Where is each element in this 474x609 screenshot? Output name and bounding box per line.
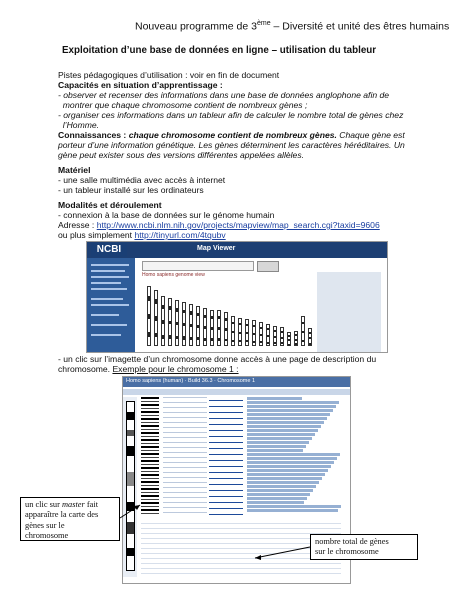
example-link[interactable]: Exemple pour le chromosome 1 : — [112, 364, 239, 374]
callout-total-genes — [310, 534, 418, 560]
chr1-toolbar — [123, 389, 350, 395]
connaissances-line: gène peut exister sous des versions différentes appelées allèles. — [58, 150, 305, 160]
callout-text: fait — [84, 500, 99, 509]
gene-track — [209, 397, 243, 515]
tinyurl-line — [58, 230, 226, 241]
chromosome-row — [147, 284, 317, 346]
gene-row[interactable] — [247, 401, 339, 404]
gene-row[interactable] — [247, 441, 309, 444]
genome-view-label: Homo sapiens genome view — [142, 272, 205, 278]
gene-row[interactable] — [247, 457, 337, 460]
chromosome-thumbnail[interactable] — [196, 306, 200, 346]
chromosome-thumbnail[interactable] — [273, 326, 277, 346]
capacites-item: montrer que chaque chromosome contient de nombreux gènes ; — [58, 100, 308, 110]
connaissances-line — [58, 130, 405, 141]
callout-text: nombre total de gènes — [315, 537, 389, 546]
gene-row[interactable] — [247, 497, 307, 500]
address-line — [58, 220, 380, 231]
callout-text: sur le chromosome — [315, 547, 379, 557]
chromosome-thumbnail[interactable] — [168, 298, 172, 346]
gene-row[interactable] — [247, 429, 318, 432]
gene-row[interactable] — [247, 461, 334, 464]
gene-row[interactable] — [247, 485, 316, 488]
address-label: Adresse : — [58, 220, 97, 230]
ncbi-map-link[interactable]: http://www.ncbi.nlm.nih.gov/projects/mapview/map_search.cgi?taxid=9606 — [96, 220, 380, 230]
chromosome-thumbnail[interactable] — [175, 300, 179, 346]
tinyurl-link[interactable]: http://tinyurl.com/4tqubv — [134, 230, 226, 240]
ncbi-logo: NCBI — [91, 243, 127, 257]
ncbi-sidebar — [87, 258, 135, 352]
connaissances-label: Connaissances : — [58, 130, 129, 140]
gene-row[interactable] — [247, 425, 321, 428]
chromosome-thumbnail[interactable] — [238, 318, 242, 346]
chromosome-thumbnail[interactable] — [245, 319, 249, 346]
modalites-connexion: - connexion à la base de données sur le génome humain — [58, 210, 275, 220]
find-button[interactable] — [257, 261, 279, 272]
chromosome-thumbnail[interactable] — [287, 332, 291, 346]
capacites-item: - organiser ces informations dans un tableur afin de calculer le nombre total de gènes chez — [58, 110, 404, 120]
gene-row[interactable] — [247, 465, 331, 468]
map-track — [163, 397, 207, 515]
chr1-title: Homo sapiens (human) · Build 36.3 · Chromosome 1 — [126, 378, 256, 384]
callout-text: chromosome — [25, 531, 69, 541]
map-viewer-heading: Map Viewer — [197, 245, 236, 252]
ncbi-top-bar — [87, 242, 387, 258]
document-title: Exploitation d’une base de données en ligne – utilisation du tableur — [62, 45, 377, 56]
chromosome-thumbnail[interactable] — [203, 308, 207, 346]
gene-row[interactable] — [247, 413, 330, 416]
chromosome-thumbnail[interactable] — [147, 286, 151, 346]
gene-row[interactable] — [247, 509, 338, 512]
gene-row[interactable] — [247, 493, 310, 496]
clic-line-start: chromosome. — [58, 364, 113, 374]
capacites-item: - observer et recenser des informations dans une base de données anglophone afin de — [58, 90, 390, 100]
gene-row[interactable] — [247, 449, 303, 452]
gene-row[interactable] — [247, 469, 328, 472]
gene-row[interactable] — [247, 417, 327, 420]
chromosome-thumbnail[interactable] — [308, 328, 312, 346]
chromosome-thumbnail[interactable] — [161, 296, 165, 346]
gene-table — [247, 397, 347, 515]
gene-row[interactable] — [247, 397, 302, 400]
gene-row[interactable] — [247, 453, 340, 456]
chromosome-thumbnail[interactable] — [280, 327, 284, 346]
chromosome-thumbnail[interactable] — [266, 324, 270, 346]
callout-text: apparaître la carte des — [25, 510, 99, 520]
gene-row[interactable] — [247, 505, 341, 508]
connaissances-key: chaque chromosome contient de nombreux gènes. — [128, 130, 337, 140]
chromosome-thumbnail[interactable] — [154, 290, 158, 346]
connaissances-rest: Chaque gène est — [336, 130, 405, 140]
gene-row[interactable] — [247, 433, 315, 436]
chromosome-ideogram[interactable] — [126, 401, 135, 571]
ncbi-genome-screenshot — [86, 241, 388, 353]
connaissances-line: porteur d’une information génétique. Les gènes déterminent les caractères héréditaires. Un — [58, 140, 405, 150]
gene-row[interactable] — [247, 477, 322, 480]
gene-row[interactable] — [247, 409, 333, 412]
clic-line: - un clic sur l’imagette d’un chromosome donne accès à une page de description du — [58, 354, 377, 364]
chromosome-thumbnail[interactable] — [301, 316, 305, 346]
callout-master — [20, 497, 120, 541]
gene-row[interactable] — [247, 445, 306, 448]
chromosome-thumbnail[interactable] — [182, 302, 186, 346]
materiel-heading: Matériel — [58, 165, 91, 175]
chromosome-thumbnail[interactable] — [259, 322, 263, 346]
search-box[interactable] — [142, 261, 254, 271]
callout-text: un clic sur — [25, 500, 62, 509]
gene-row[interactable] — [247, 421, 324, 424]
gene-row[interactable] — [247, 481, 319, 484]
materiel-item: - un tableur installé sur les ordinateurs — [58, 185, 204, 195]
tinyurl-label: ou plus simplement — [58, 230, 135, 240]
materiel-item: - une salle multimédia avec accès à internet — [58, 175, 226, 185]
capacites-heading: Capacités en situation d’apprentissage : — [58, 80, 223, 90]
modalites-heading: Modalités et déroulement — [58, 200, 162, 210]
gene-row[interactable] — [247, 437, 312, 440]
gene-row[interactable] — [247, 489, 313, 492]
header-text-rest: – Diversité et unité des êtres humains — [270, 20, 450, 33]
gene-row[interactable] — [247, 405, 336, 408]
chromosome-thumbnail[interactable] — [224, 312, 228, 346]
callout-text: gènes sur le — [25, 520, 65, 530]
gene-row[interactable] — [247, 473, 325, 476]
header-superscript: ème — [257, 20, 271, 27]
page-header — [135, 20, 449, 33]
capacites-item: l’Homme. — [58, 120, 100, 130]
chromosome-thumbnail[interactable] — [217, 310, 221, 346]
gene-row[interactable] — [247, 501, 304, 504]
master-map-band[interactable] — [141, 397, 159, 515]
header-text: Nouveau programme de 3 — [135, 20, 257, 33]
chromosome-thumbnail[interactable] — [210, 310, 214, 346]
chromosome-thumbnail[interactable] — [294, 331, 298, 346]
callout-master-word: master — [61, 500, 85, 509]
clic-line — [58, 364, 239, 375]
right-panel — [317, 272, 381, 352]
chromosome-thumbnail[interactable] — [231, 316, 235, 346]
intro-line: Pistes pédagogiques d’utilisation : voir en fin de document — [58, 70, 280, 80]
chromosome-thumbnail[interactable] — [189, 304, 193, 346]
chromosome-thumbnail[interactable] — [252, 320, 256, 346]
